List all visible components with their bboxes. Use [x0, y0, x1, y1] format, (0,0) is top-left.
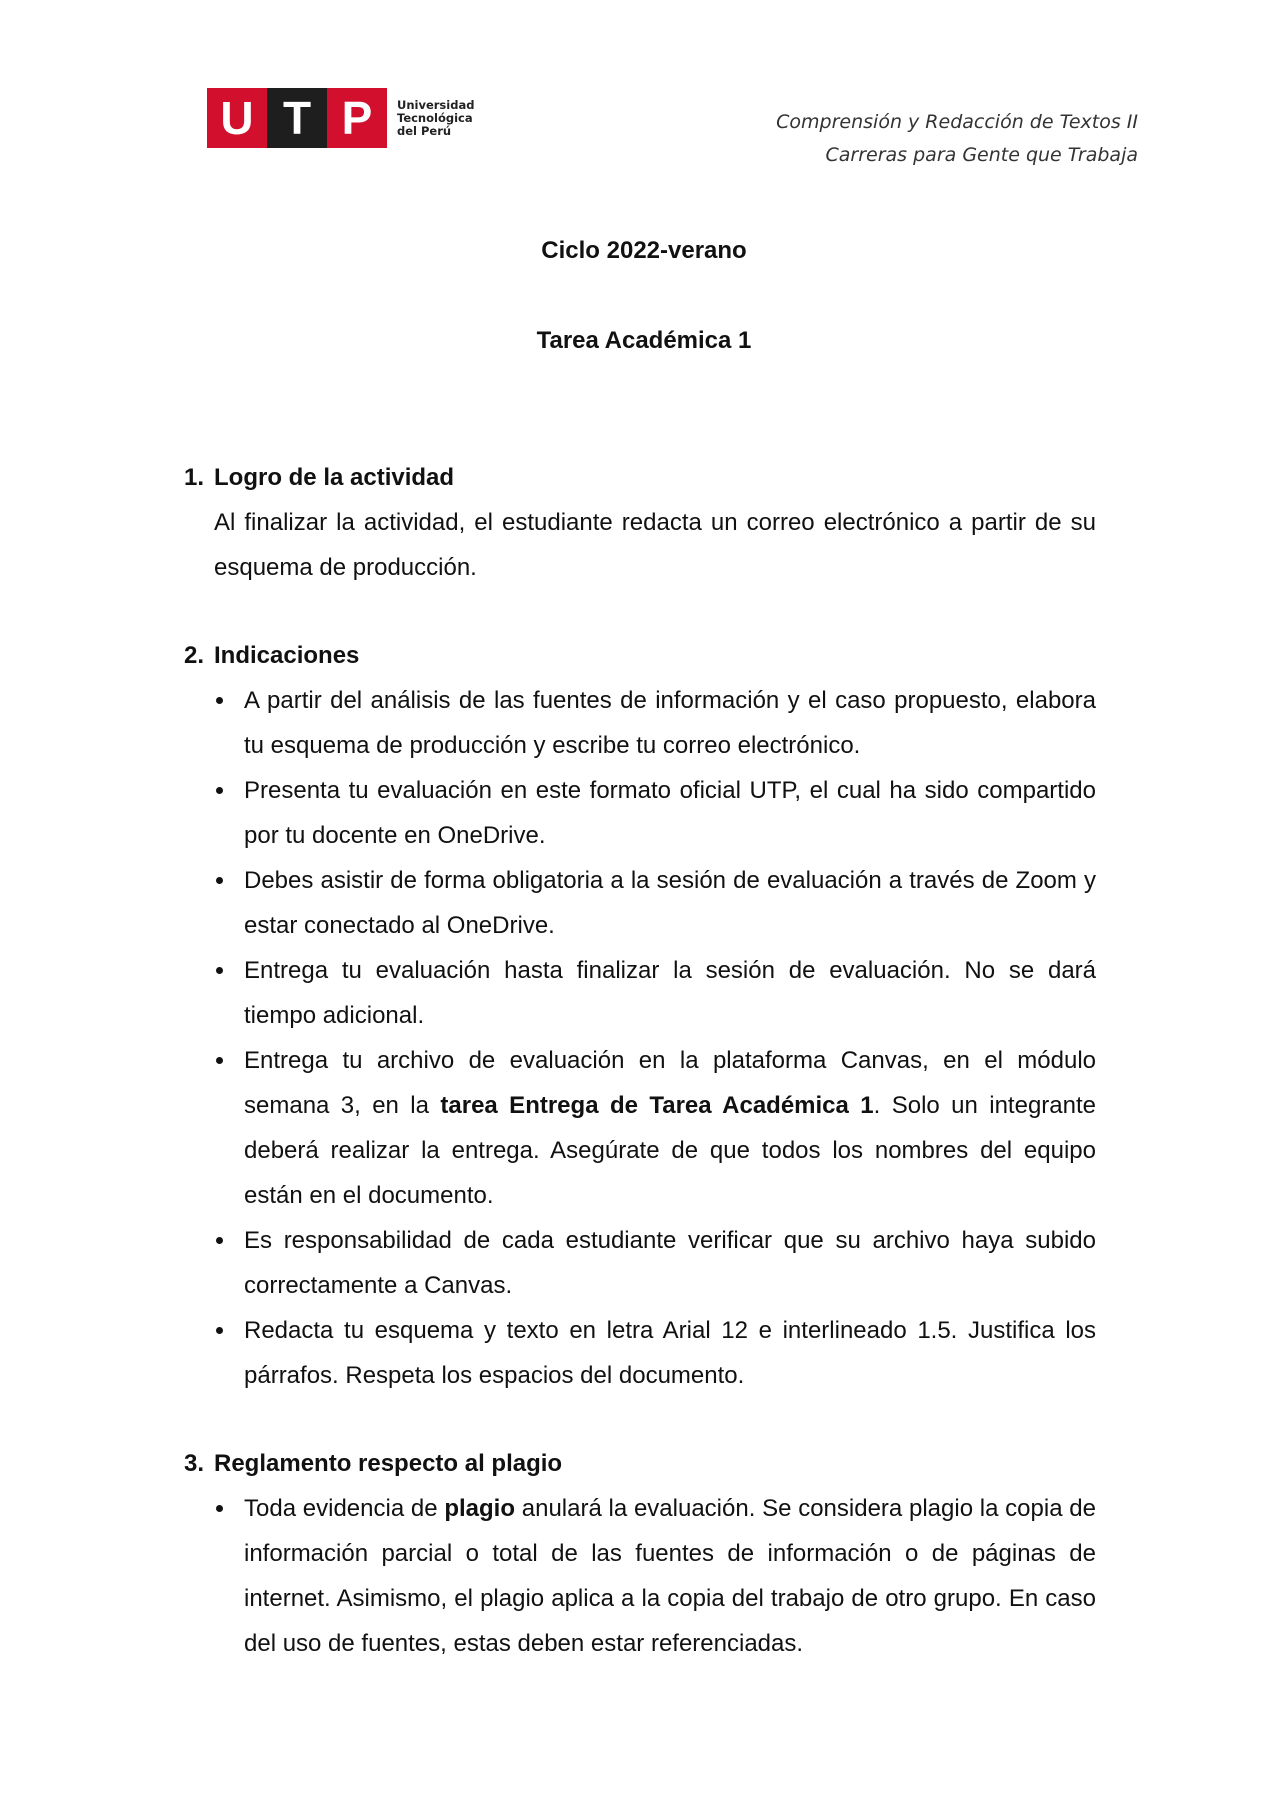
- list-item-text-pre: Entrega tu archivo de evaluación en la plataforma Canvas, en el módulo semana 3, en la: [244, 1047, 1096, 1119]
- bullet-list: [184, 1486, 1096, 1666]
- cycle-title: Ciclo 2022-verano: [541, 237, 747, 264]
- list-item: [214, 948, 1096, 1038]
- section-heading: [184, 633, 1096, 678]
- bullet-icon: [216, 967, 223, 974]
- list-item-text: Redacta tu esquema y texto en letra Arial 12 e interlineado 1.5. Justifica los párrafos. Respeta los espacios del documento.: [244, 1317, 1096, 1389]
- section-logro: [184, 455, 1096, 590]
- list-item: [214, 1308, 1096, 1398]
- bullet-icon: [216, 1237, 223, 1244]
- section-plagio: [184, 1441, 1096, 1666]
- task-title: Tarea Académica 1: [536, 327, 752, 354]
- course-header: [776, 106, 1138, 172]
- logo-text-line: del Perú: [397, 123, 452, 138]
- logo-text-line: Universidad: [397, 97, 475, 112]
- bullet-icon: [216, 1327, 223, 1334]
- list-item-text: Entrega tu evaluación hasta finalizar la sesión de evaluación. No se dará tiempo adicional.: [244, 957, 1096, 1029]
- list-item-text: Es responsabilidad de cada estudiante verificar que su archivo haya subido correctamente a Canvas.: [244, 1227, 1096, 1299]
- section-number: 3.: [184, 1450, 205, 1477]
- section-heading: [184, 455, 1096, 500]
- course-program: Carreras para Gente que Trabaja: [825, 144, 1138, 166]
- bullet-icon: [216, 1505, 223, 1512]
- logo-letter-t: T: [267, 88, 327, 148]
- section-title: Logro de la actividad: [214, 464, 455, 491]
- document-content: [184, 455, 1096, 1666]
- list-item-text-pre: Toda evidencia de: [244, 1495, 445, 1522]
- section-title: Indicaciones: [214, 642, 360, 669]
- list-item-text: A partir del análisis de las fuentes de información y el caso propuesto, elabora tu esquema de producción y escribe tu correo electrónico.: [244, 687, 1096, 759]
- list-item: [214, 1038, 1096, 1218]
- section-number: 1.: [184, 464, 205, 491]
- list-item-text-bold: tarea Entrega de Tarea Académica 1: [440, 1092, 874, 1119]
- list-item: [214, 1486, 1096, 1666]
- list-item-text-post: . Solo un integrante deberá realizar la entrega. Asegúrate de que todos los nombres del equipo están en el documento.: [244, 1092, 1097, 1209]
- list-item: [214, 678, 1096, 768]
- section-indicaciones: [184, 633, 1096, 1398]
- section-number: 2.: [184, 642, 205, 669]
- utp-logo: [207, 88, 474, 148]
- bullet-icon: [216, 697, 223, 704]
- list-item: [214, 1218, 1096, 1308]
- list-item: [214, 858, 1096, 948]
- bullet-icon: [216, 1057, 223, 1064]
- course-name: Comprensión y Redacción de Textos II: [776, 111, 1138, 133]
- logo-text-line: Tecnológica: [397, 110, 473, 125]
- list-item-text: Presenta tu evaluación en este formato oficial UTP, el cual ha sido compartido por tu docente en OneDrive.: [244, 777, 1096, 849]
- bullet-list: [184, 678, 1096, 1398]
- list-item-text-post: anulará la evaluación. Se considera plagio la copia de información parcial o total de las fuentes de información o de páginas de internet. Asimismo, el plagio aplica a la copia del trabajo de otro grupo. En caso del uso de fuentes, estas deben estar referenciadas.: [244, 1495, 1096, 1657]
- section-title: Reglamento respecto al plagio: [214, 1450, 563, 1477]
- section-heading: [184, 1441, 1096, 1486]
- section-paragraph: Al finalizar la actividad, el estudiante redacta un correo electrónico a partir de su esquema de producción.: [214, 509, 1096, 581]
- logo-letter-p: P: [327, 88, 387, 148]
- logo-letter-u: U: [207, 88, 267, 148]
- bullet-icon: [216, 787, 223, 794]
- logo-wordmark: [397, 99, 474, 138]
- list-item: [214, 768, 1096, 858]
- list-item-text-bold: plagio: [444, 1495, 516, 1522]
- bullet-icon: [216, 877, 223, 884]
- list-item-text: Debes asistir de forma obligatoria a la sesión de evaluación a través de Zoom y estar conectado al OneDrive.: [244, 867, 1096, 939]
